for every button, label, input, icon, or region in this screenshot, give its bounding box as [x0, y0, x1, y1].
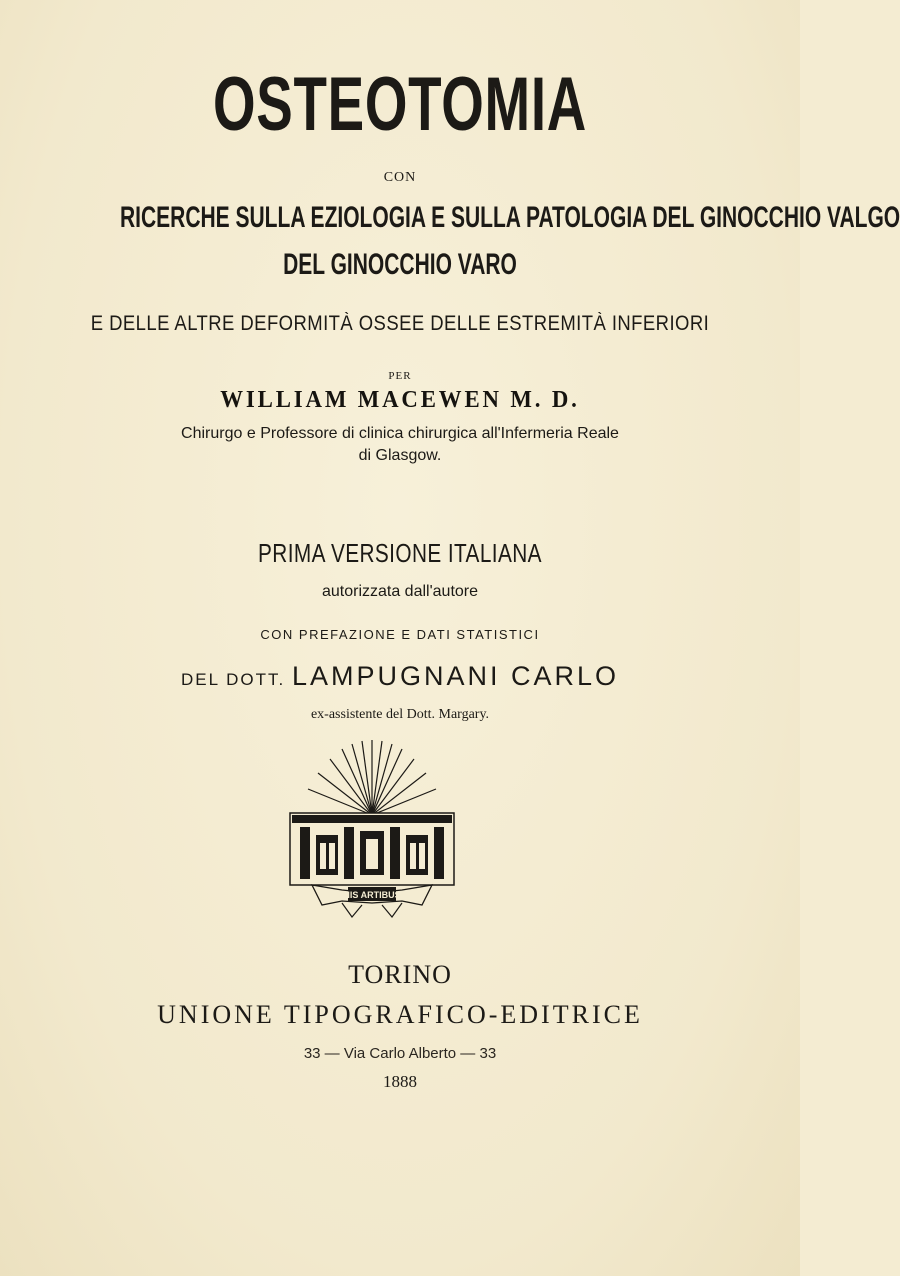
authorization-note: autorizzata dall'autore	[321, 583, 479, 600]
con-label: CON	[383, 170, 417, 185]
publisher-address: 33 — Via Carlo Alberto — 33	[303, 1045, 497, 1062]
publisher: UNIONE TIPOGRAFICO-EDITRICE	[157, 1000, 643, 1029]
translator-name: LAMPUGNANI CARLO	[291, 661, 619, 691]
preface-note: CON PREFAZIONE E DATI STATISTICI	[260, 627, 540, 642]
printer-mark-motto: HIS ARTIBUS	[343, 890, 401, 900]
subtitle-line-1: RICERCHE SULLA EZIOLOGIA E SULLA PATOLOGIA DEL GINOCCHIO VALGO	[120, 201, 900, 234]
author-name: WILLIAM MACEWEN M. D.	[220, 387, 580, 413]
translator-line	[0, 661, 800, 692]
subtitle-line-3: E DELLE ALTRE DEFORMITÀ OSSEE DELLE ESTREMITÀ INFERIORI	[90, 312, 710, 335]
subtitle-line-2: DEL GINOCCHIO VARO	[283, 248, 517, 281]
per-label: PER	[388, 370, 412, 382]
version-heading: PRIMA VERSIONE ITALIANA	[258, 538, 542, 568]
publication-year: 1888	[383, 1072, 417, 1091]
city: TORINO	[348, 960, 452, 989]
author-description-1: Chirurgo e Professore di clinica chirurgica all'Infermeria Reale	[181, 425, 619, 442]
translator-role: ex-assistente del Dott. Margary.	[310, 707, 490, 722]
translator-prefix: DEL DOTT.	[180, 670, 286, 689]
printer-mark-emblem	[282, 735, 462, 920]
author-description-2: di Glasgow.	[358, 447, 442, 464]
book-title: OSTEOTOMIA	[212, 62, 588, 147]
